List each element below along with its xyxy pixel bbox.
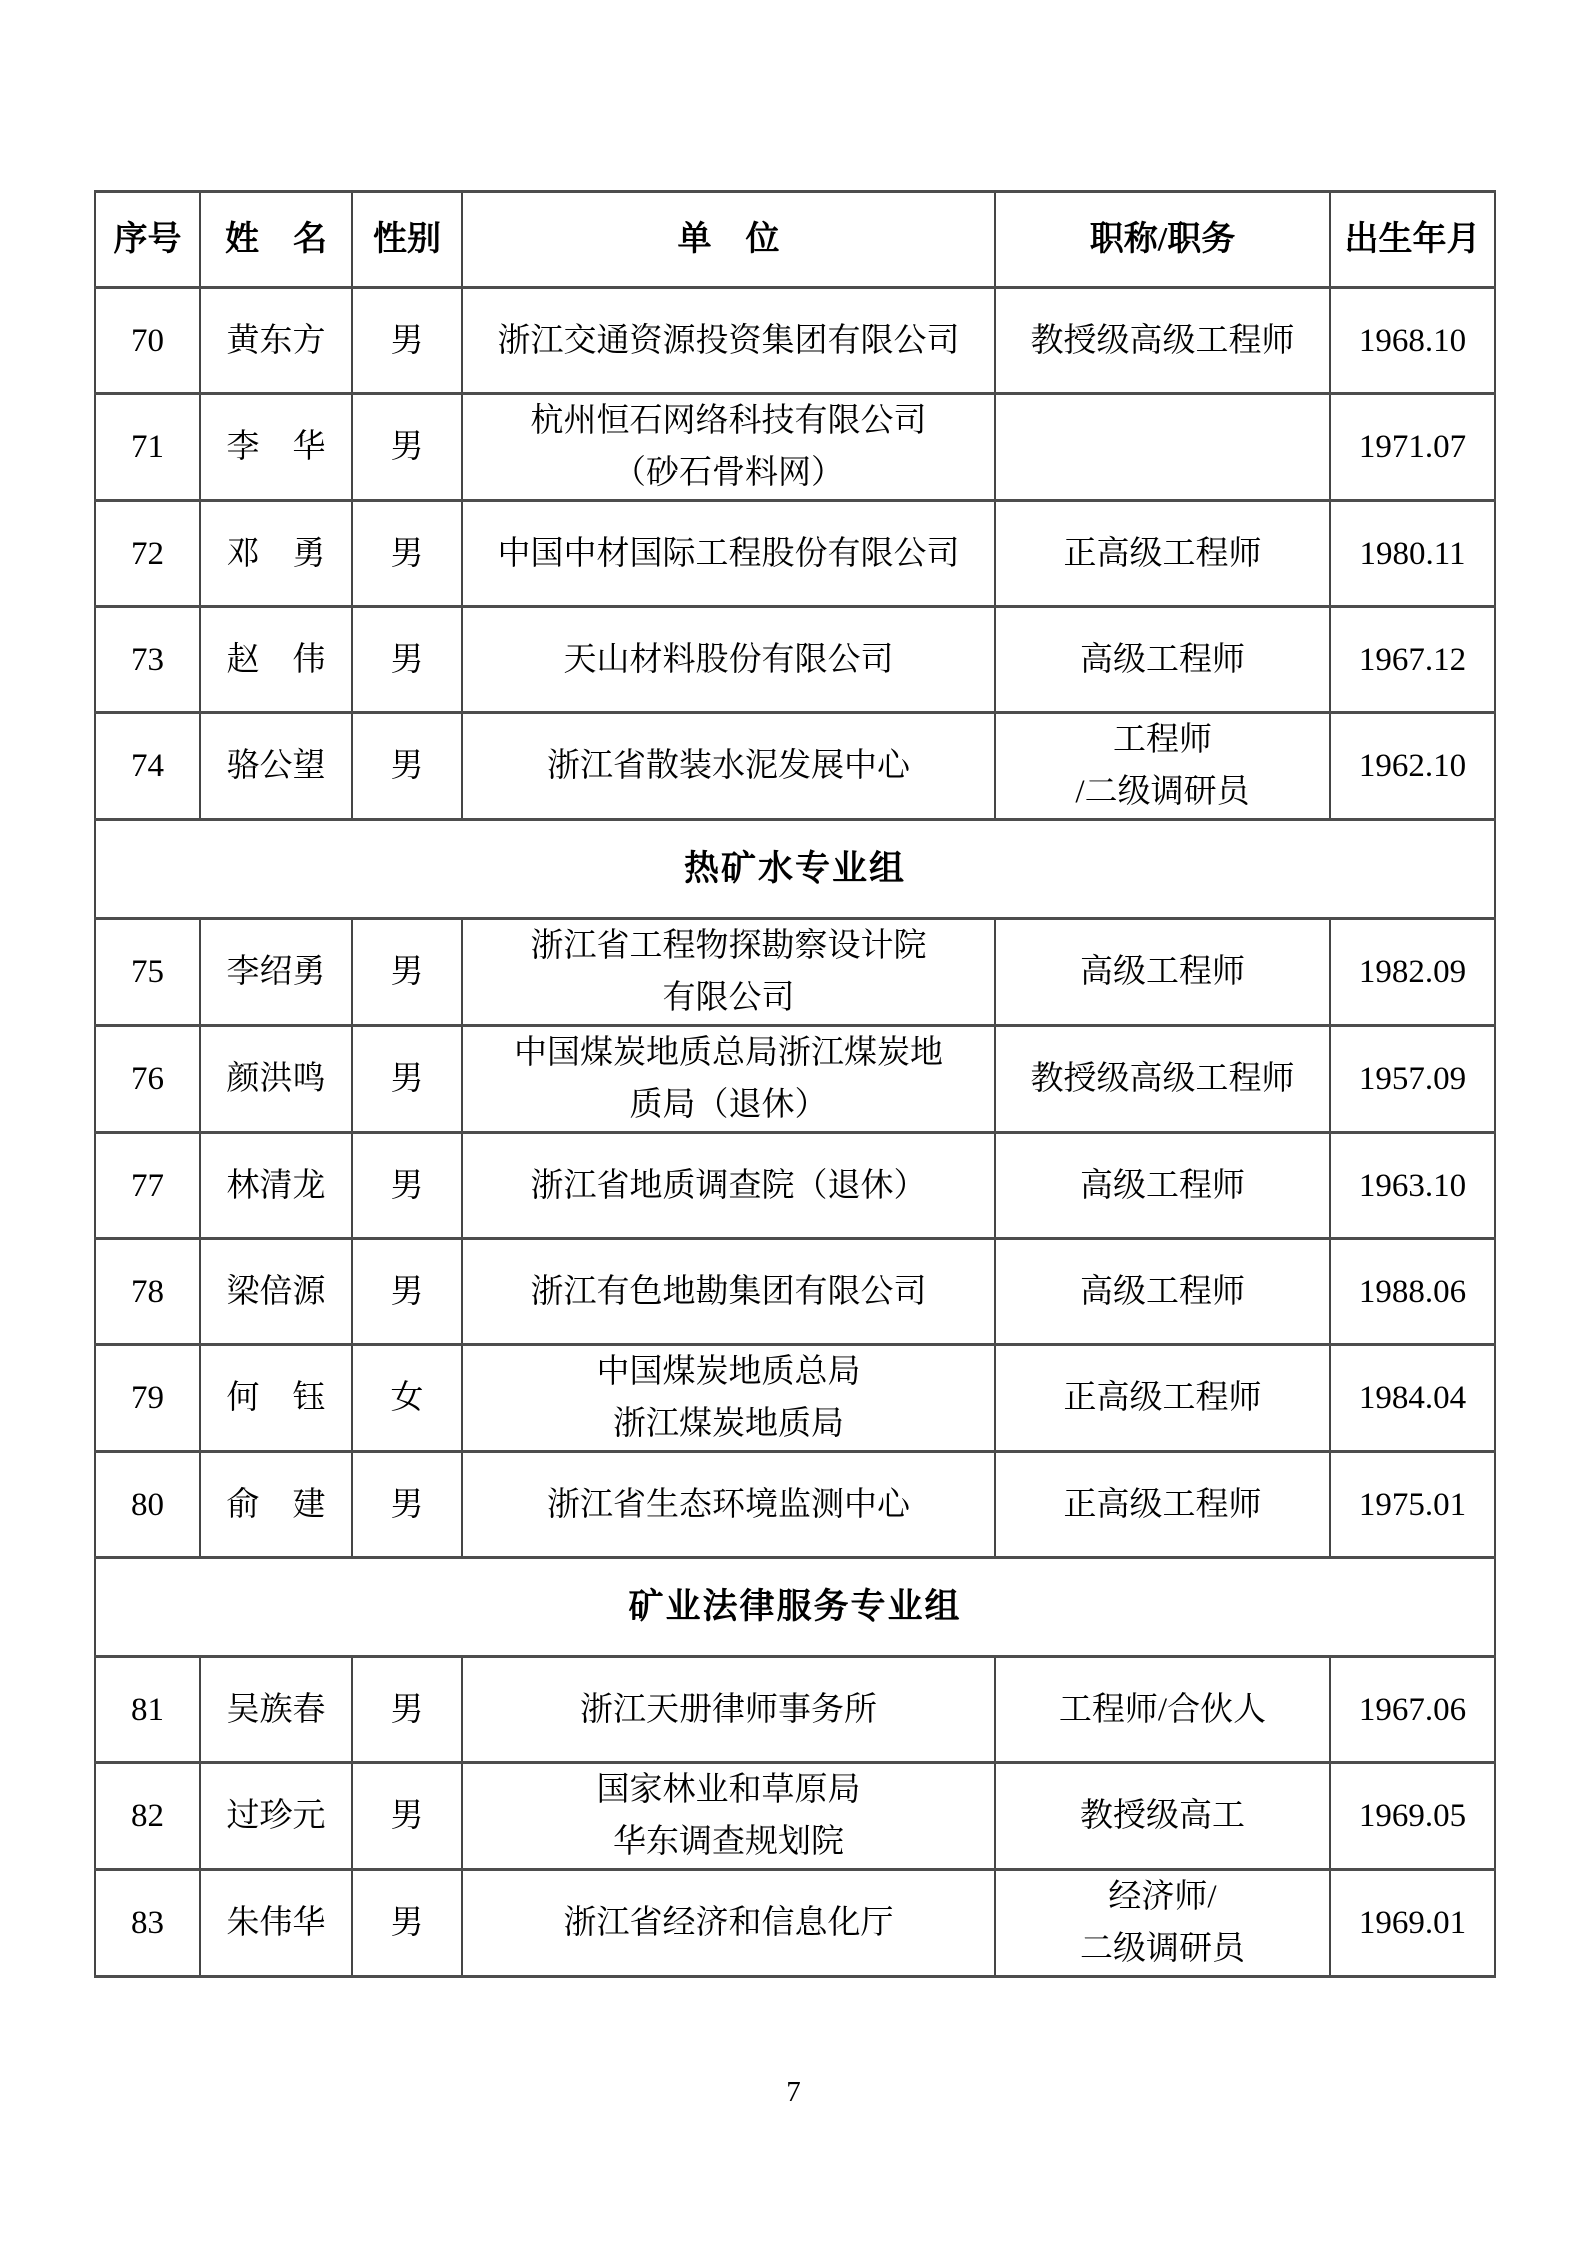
cell-unit xyxy=(462,1657,995,1763)
cell-unit xyxy=(462,1133,995,1239)
table-row xyxy=(95,288,1495,394)
cell-title xyxy=(995,1452,1330,1558)
cell-birth: 1988.06 xyxy=(1330,1239,1495,1345)
cell-unit-line: 国家林业和草原局 xyxy=(596,1772,861,1808)
table-row xyxy=(95,713,1495,820)
cell-gender: 男 xyxy=(352,919,462,1026)
cell-no: 75 xyxy=(95,919,200,1026)
cell-title xyxy=(995,919,1330,1026)
cell-name: 林清龙 xyxy=(200,1133,352,1239)
cell-unit-line: 有限公司 xyxy=(662,980,795,1016)
cell-no: 79 xyxy=(95,1345,200,1452)
cell-unit-line: （砂石骨料网） xyxy=(613,455,844,491)
table-row xyxy=(95,1870,1495,1977)
cell-gender: 男 xyxy=(352,1239,462,1345)
cell-unit-line: 质局（退休） xyxy=(629,1087,828,1123)
column-header-gender: 性别 xyxy=(352,192,462,288)
cell-title-line: 教授级高级工程师 xyxy=(1030,322,1295,359)
cell-no: 70 xyxy=(95,288,200,394)
cell-gender: 男 xyxy=(352,1870,462,1977)
table-row xyxy=(95,919,1495,1026)
cell-title-line: 高级工程师 xyxy=(1080,1273,1245,1310)
column-header-name: 姓 名 xyxy=(200,192,352,288)
cell-birth: 1957.09 xyxy=(1330,1026,1495,1133)
table-row xyxy=(95,501,1495,607)
cell-name: 骆公望 xyxy=(200,713,352,820)
cell-birth: 1980.11 xyxy=(1330,501,1495,607)
cell-gender: 女 xyxy=(352,1345,462,1452)
cell-birth: 1969.05 xyxy=(1330,1763,1495,1870)
section-row xyxy=(95,820,1495,919)
cell-name: 朱伟华 xyxy=(200,1870,352,1977)
cell-birth: 1967.12 xyxy=(1330,607,1495,713)
cell-gender: 男 xyxy=(352,1763,462,1870)
cell-no: 73 xyxy=(95,607,200,713)
cell-unit-line: 中国煤炭地质总局 xyxy=(596,1354,861,1390)
cell-title-line: 二级调研员 xyxy=(1080,1931,1245,1967)
cell-no: 82 xyxy=(95,1763,200,1870)
column-header-title: 职称/职务 xyxy=(995,192,1330,288)
cell-gender: 男 xyxy=(352,1452,462,1558)
cell-unit-line: 杭州恒石网络科技有限公司 xyxy=(530,403,927,439)
cell-unit-line: 浙江省散装水泥发展中心 xyxy=(547,748,910,784)
cell-no: 77 xyxy=(95,1133,200,1239)
cell-title-line: 正高级工程师 xyxy=(1063,535,1262,572)
cell-unit xyxy=(462,394,995,501)
cell-gender: 男 xyxy=(352,501,462,607)
cell-unit xyxy=(462,1026,995,1133)
cell-gender: 男 xyxy=(352,394,462,501)
cell-title xyxy=(995,607,1330,713)
page-number: 7 xyxy=(786,2076,801,2108)
table-row xyxy=(95,1345,1495,1452)
cell-no: 72 xyxy=(95,501,200,607)
cell-unit-line: 浙江省生态环境监测中心 xyxy=(547,1486,910,1523)
cell-unit-line: 浙江天册律师事务所 xyxy=(580,1691,877,1728)
cell-name: 邓 勇 xyxy=(200,501,352,607)
cell-title-line: 高级工程师 xyxy=(1080,641,1245,678)
cell-title-line: 正高级工程师 xyxy=(1063,1380,1262,1416)
cell-unit-line: 中国中材国际工程股份有限公司 xyxy=(497,535,960,572)
table-row xyxy=(95,1763,1495,1870)
section-row xyxy=(95,1558,1495,1657)
cell-birth: 1984.04 xyxy=(1330,1345,1495,1452)
column-header-birth: 出生年月 xyxy=(1330,192,1495,288)
cell-title-line: 教授级高级工程师 xyxy=(1030,1061,1295,1097)
cell-unit xyxy=(462,713,995,820)
cell-title xyxy=(995,713,1330,820)
cell-unit-line: 浙江省经济和信息化厅 xyxy=(563,1905,894,1941)
table-row xyxy=(95,1452,1495,1558)
table-row xyxy=(95,1239,1495,1345)
cell-no: 80 xyxy=(95,1452,200,1558)
cell-title xyxy=(995,1870,1330,1977)
cell-birth: 1982.09 xyxy=(1330,919,1495,1026)
cell-unit-line: 浙江省地质调查院（退休） xyxy=(530,1167,927,1204)
cell-unit xyxy=(462,1452,995,1558)
cell-unit xyxy=(462,501,995,607)
cell-title xyxy=(995,288,1330,394)
cell-title xyxy=(995,1657,1330,1763)
cell-birth: 1968.10 xyxy=(1330,288,1495,394)
cell-unit-line: 天山材料股份有限公司 xyxy=(563,641,894,678)
cell-birth: 1962.10 xyxy=(1330,713,1495,820)
cell-no: 81 xyxy=(95,1657,200,1763)
cell-birth: 1975.01 xyxy=(1330,1452,1495,1558)
cell-no: 83 xyxy=(95,1870,200,1977)
cell-gender: 男 xyxy=(352,607,462,713)
cell-name: 颜洪鸣 xyxy=(200,1026,352,1133)
cell-name: 李 华 xyxy=(200,394,352,501)
section-header: 矿业法律服务专业组 xyxy=(95,1558,1495,1657)
column-header-no: 序号 xyxy=(95,192,200,288)
table-row xyxy=(95,1657,1495,1763)
table-row xyxy=(95,1026,1495,1133)
cell-title-line: /二级调研员 xyxy=(1075,774,1250,810)
cell-gender: 男 xyxy=(352,288,462,394)
cell-unit xyxy=(462,1763,995,1870)
cell-birth: 1967.06 xyxy=(1330,1657,1495,1763)
cell-gender: 男 xyxy=(352,713,462,820)
cell-unit xyxy=(462,1239,995,1345)
cell-title-line: 经济师/ xyxy=(1108,1879,1217,1915)
cell-no: 78 xyxy=(95,1239,200,1345)
cell-birth: 1969.01 xyxy=(1330,1870,1495,1977)
cell-unit xyxy=(462,1345,995,1452)
cell-name: 吴族春 xyxy=(200,1657,352,1763)
cell-unit xyxy=(462,607,995,713)
cell-title xyxy=(995,501,1330,607)
cell-title xyxy=(995,394,1330,501)
cell-title-line: 高级工程师 xyxy=(1080,1167,1245,1204)
section-header: 热矿水专业组 xyxy=(95,820,1495,919)
cell-no: 71 xyxy=(95,394,200,501)
cell-title-line: 正高级工程师 xyxy=(1063,1486,1262,1523)
cell-name: 俞 建 xyxy=(200,1452,352,1558)
table-header-row xyxy=(95,192,1495,288)
cell-title xyxy=(995,1345,1330,1452)
cell-name: 黄东方 xyxy=(200,288,352,394)
table-row xyxy=(95,607,1495,713)
table-row xyxy=(95,394,1495,501)
cell-name: 何 钰 xyxy=(200,1345,352,1452)
cell-title-line: 高级工程师 xyxy=(1080,954,1245,990)
cell-name: 李绍勇 xyxy=(200,919,352,1026)
cell-title-line: 工程师 xyxy=(1113,722,1212,758)
cell-birth: 1971.07 xyxy=(1330,394,1495,501)
cell-gender: 男 xyxy=(352,1026,462,1133)
cell-unit-line: 浙江省工程物探勘察设计院 xyxy=(530,928,927,964)
cell-title xyxy=(995,1133,1330,1239)
cell-unit-line: 浙江有色地勘集团有限公司 xyxy=(530,1273,927,1310)
cell-gender: 男 xyxy=(352,1133,462,1239)
cell-unit-line: 华东调查规划院 xyxy=(613,1824,844,1860)
cell-gender: 男 xyxy=(352,1657,462,1763)
cell-name: 梁倍源 xyxy=(200,1239,352,1345)
cell-unit xyxy=(462,288,995,394)
cell-name: 赵 伟 xyxy=(200,607,352,713)
cell-unit-line: 浙江交通资源投资集团有限公司 xyxy=(497,322,960,359)
cell-title xyxy=(995,1239,1330,1345)
cell-birth: 1963.10 xyxy=(1330,1133,1495,1239)
cell-no: 76 xyxy=(95,1026,200,1133)
cell-title-line: 工程师/合伙人 xyxy=(1058,1691,1267,1728)
cell-unit xyxy=(462,1870,995,1977)
cell-title-line: 教授级高工 xyxy=(1080,1798,1245,1834)
column-header-unit: 单 位 xyxy=(462,192,995,288)
cell-unit xyxy=(462,919,995,1026)
cell-no: 74 xyxy=(95,713,200,820)
cell-name: 过珍元 xyxy=(200,1763,352,1870)
table-row xyxy=(95,1133,1495,1239)
cell-title xyxy=(995,1763,1330,1870)
cell-unit-line: 浙江煤炭地质局 xyxy=(613,1406,844,1442)
cell-unit-line: 中国煤炭地质总局浙江煤炭地 xyxy=(514,1035,943,1071)
cell-title xyxy=(995,1026,1330,1133)
personnel-roster-table xyxy=(94,190,1496,1978)
